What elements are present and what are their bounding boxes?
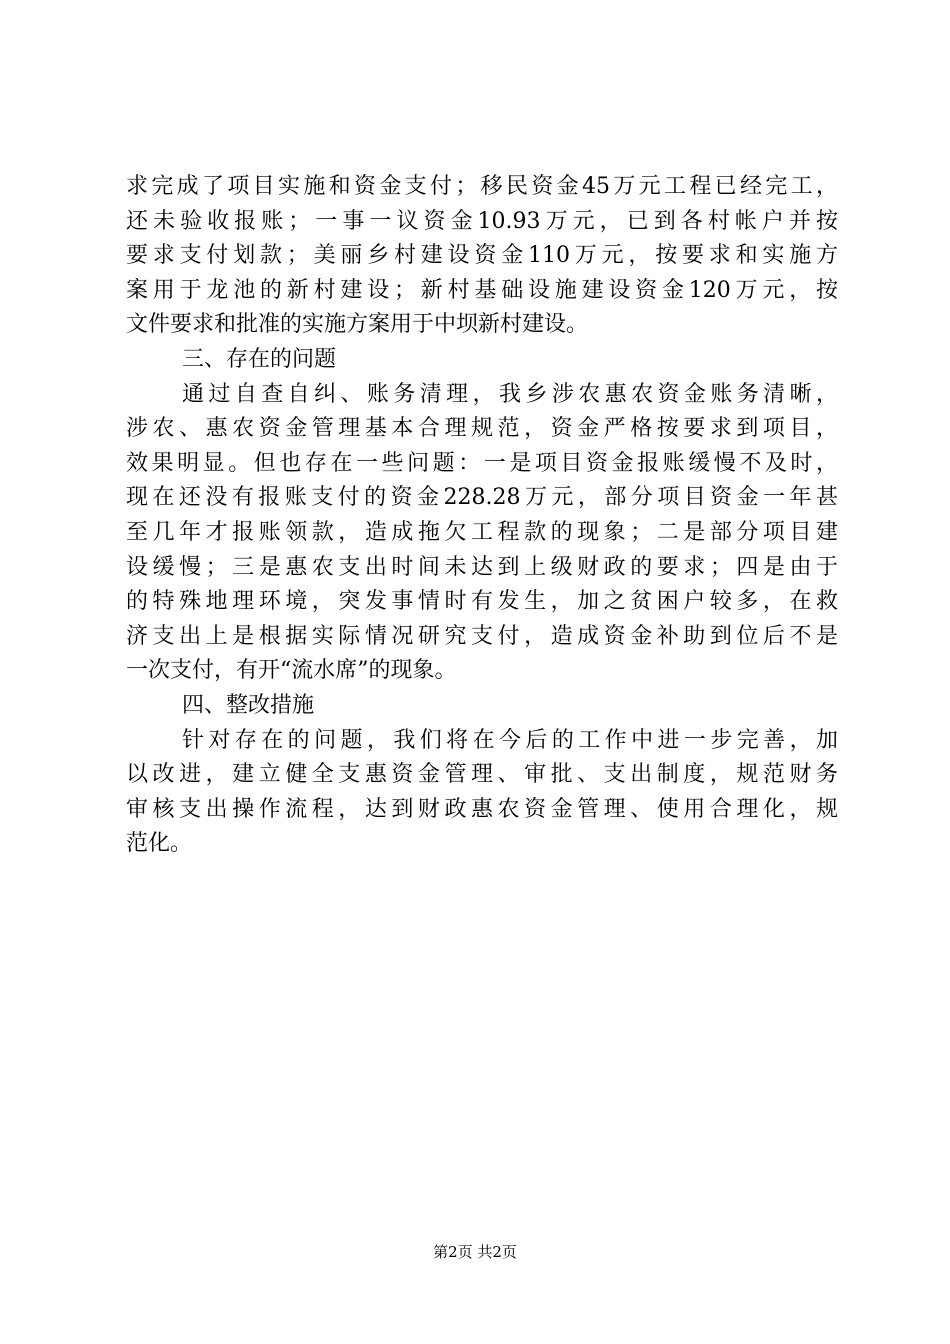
text-line: 以改进，建立健全支惠资金管理、审批、支出制度，规范财务: [126, 762, 838, 788]
page-number-footer: 第2页 共2页: [433, 1243, 517, 1261]
paragraph-problems: [126, 378, 838, 689]
text-line: 案用于龙池的新村建设；新村基础设施建设资金120万元，按: [126, 277, 838, 303]
section-heading-rectification: 四、整改措施: [182, 692, 315, 718]
text-line: 济支出上是根据实际情况研究支付，造成资金补助到位后不是: [126, 623, 838, 649]
paragraph-rectification: [126, 724, 838, 862]
text-line: 范化。: [126, 831, 193, 857]
text-line: 的特殊地理环境，突发事情时有发生，加之贫困户较多，在救: [126, 589, 838, 615]
document-body: [126, 170, 838, 862]
text-line: 还未验收报账；一事一议资金10.93万元，已到各村帐户并按: [126, 208, 838, 234]
text-line: 效果明显。但也存在一些问题：一是项目资金报账缓慢不及时，: [126, 450, 838, 476]
text-line: 通过自查自纠、账务清理，我乡涉农惠农资金账务清晰，: [182, 381, 838, 407]
text-line: 针对存在的问题，我们将在今后的工作中进一步完善，加: [182, 727, 838, 753]
section-heading-problems: 三、存在的问题: [182, 346, 337, 372]
text-line: 现在还没有报账支付的资金228.28万元，部分项目资金一年甚: [126, 485, 838, 511]
text-line: 文件要求和批准的实施方案用于中坝新村建设。: [126, 312, 589, 338]
text-line: 设缓慢；三是惠农支出时间未达到上级财政的要求；四是由于: [126, 554, 838, 580]
text-line: 要求支付划款；美丽乡村建设资金110万元，按要求和实施方: [126, 243, 838, 269]
text-line: 求完成了项目实施和资金支付；移民资金45万元工程已经完工，: [126, 174, 838, 199]
text-line: 涉农、惠农资金管理基本合理规范，资金严格按要求到项目，: [126, 416, 838, 442]
text-line: 审核支出操作流程，达到财政惠农资金管理、使用合理化，规: [126, 796, 838, 822]
text-line: 一次支付，有开“流水席”的现象。: [126, 658, 457, 684]
text-line: 至几年才报账领款，造成拖欠工程款的现象；二是部分项目建: [126, 519, 838, 545]
paragraph-funds-summary: [126, 170, 838, 343]
